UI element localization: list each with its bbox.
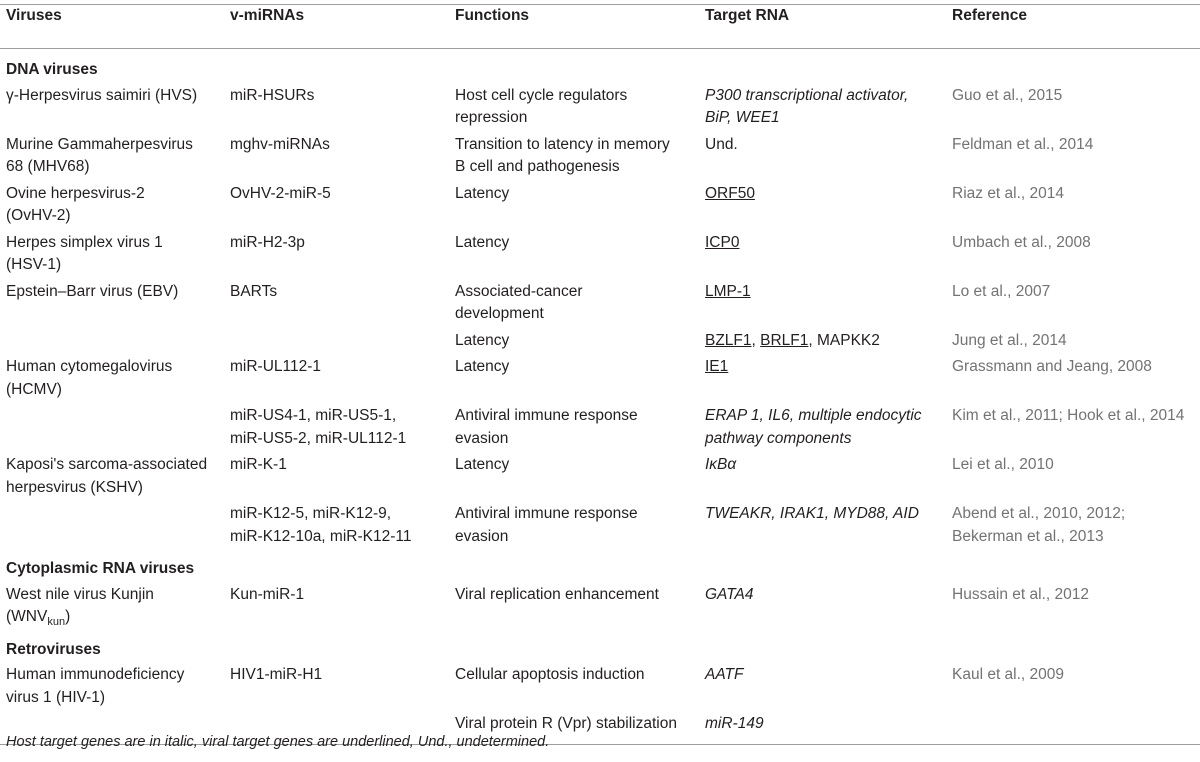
table-row: [0, 500, 1200, 549]
table-row: [0, 661, 1200, 710]
virus-cell: Ovine herpesvirus-2 (OvHV-2): [6, 184, 145, 224]
header-vmirnas: v-miRNAs: [230, 7, 305, 24]
function-cell: Latency: [455, 184, 510, 202]
header-functions: Functions: [455, 7, 530, 24]
section-title-cyto: Cytoplasmic RNA viruses: [6, 560, 195, 577]
section-row-cyto: [0, 549, 1200, 581]
header-reference: Reference: [952, 7, 1027, 24]
table-body: [0, 49, 1200, 745]
mirna-cell: BARTs: [230, 282, 278, 300]
header-target-rna: Target RNA: [705, 7, 790, 24]
table-row: [0, 278, 1200, 327]
mirna-cell: Kun-miR-1: [230, 585, 305, 603]
function-cell: Associated-cancer development: [455, 282, 583, 322]
header-row: [0, 5, 1200, 49]
mirna-cell: miR-K-1: [230, 456, 287, 473]
target-cell: TWEAKR, IRAK1, MYD88, AID: [705, 505, 919, 522]
virus-cell: [0, 500, 224, 549]
function-cell: Latency: [455, 331, 510, 349]
table-row: [0, 402, 1200, 451]
target-cell: AATF: [705, 666, 744, 683]
virus-cell: Herpes simplex virus 1 (HSV-1): [6, 233, 163, 273]
table-row: [0, 327, 1200, 354]
table-row: [0, 82, 1200, 131]
table-row: [0, 581, 1200, 630]
section-title-retro: Retroviruses: [6, 640, 101, 658]
virus-cell: Kaposi's sarcoma-associated herpesvirus (KSHV): [6, 456, 208, 496]
virus-cell: Epstein–Barr virus (EBV): [6, 282, 179, 300]
reference-cell: [946, 710, 1200, 744]
function-cell: Viral replication enhancement: [455, 585, 659, 603]
reference-cell: Feldman et al., 2014: [952, 135, 1094, 153]
section-title-dna: DNA viruses: [6, 61, 98, 78]
table-footnote: Host target genes are in italic, viral target genes are underlined, Und., undetermined.: [6, 734, 550, 750]
mirna-cell: miR-K12-5, miR-K12-9, miR-K12-10a, miR-K12-11: [230, 505, 412, 545]
table-row: [0, 353, 1200, 402]
reference-cell: Riaz et al., 2014: [952, 184, 1065, 202]
table-row: [0, 229, 1200, 278]
section-row-retro: [0, 630, 1200, 662]
mirna-cell: [224, 327, 449, 354]
reference-cell: Grassmann and Jeang, 2008: [952, 358, 1152, 375]
reference-cell: Abend et al., 2010, 2012; Bekerman et al., 2013: [952, 505, 1126, 545]
section-row-dna: [0, 49, 1200, 82]
virus-cell: [0, 327, 224, 354]
viral-mirna-table: [0, 4, 1200, 745]
reference-cell: Jung et al., 2014: [952, 331, 1067, 349]
target-cell: IE1: [705, 358, 729, 375]
mirna-cell: miR-UL112-1: [230, 358, 322, 375]
reference-cell: Hussain et al., 2012: [952, 585, 1090, 603]
table-row: [0, 180, 1200, 229]
virus-cell: [0, 402, 224, 451]
mirna-cell: mghv-miRNAs: [230, 135, 330, 153]
mirna-cell: HIV1-miR-H1: [230, 666, 323, 683]
virus-cell: Human cytomegalovirus (HCMV): [6, 358, 173, 398]
reference-cell: Lo et al., 2007: [952, 282, 1051, 300]
function-cell: Antiviral immune response evasion: [455, 505, 638, 545]
function-cell: Cellular apoptosis induction: [455, 666, 645, 683]
target-cell: P300 transcriptional activator, BiP, WEE1: [705, 86, 909, 126]
function-cell: Host cell cycle regulators repression: [455, 86, 628, 126]
virus-cell: West nile virus Kunjin $(WNV_{kun})$: [6, 585, 154, 629]
function-cell: Viral protein R (Vpr) stabilization: [455, 715, 677, 732]
table-row: [0, 451, 1200, 500]
target-cell: miR-149: [705, 715, 764, 732]
target-cell: Und.: [705, 135, 738, 153]
function-cell: Transition to latency in memory B cell and pathogenesis: [455, 135, 670, 175]
target-cell: IκBα: [705, 456, 737, 473]
virus-cell: Human immunodeficiency virus 1 (HIV-1): [6, 666, 185, 706]
mirna-cell: miR-HSURs: [230, 86, 315, 104]
target-cell: GATA4: [705, 585, 754, 603]
table-header: [0, 5, 1200, 49]
target-cell: LMP-1: [705, 282, 751, 300]
table-row: [0, 131, 1200, 180]
function-cell: Latency: [455, 456, 510, 473]
header-viruses: Viruses: [6, 7, 62, 24]
mirna-cell: miR-US4-1, miR-US5-1, miR-US5-2, miR-UL112-1: [230, 407, 407, 447]
reference-cell: Kaul et al., 2009: [952, 666, 1065, 683]
virus-cell: Murine Gammaherpesvirus 68 (MHV68): [6, 135, 193, 175]
function-cell: Latency: [455, 233, 510, 251]
target-cell: BZLF1, BRLF1, MAPKK2: [705, 331, 880, 349]
mirna-cell: miR-H2-3p: [230, 233, 305, 251]
target-cell: ERAP 1, IL6, multiple endocytic pathway components: [705, 407, 922, 447]
target-cell: ICP0: [705, 233, 740, 251]
reference-cell: Kim et al., 2011; Hook et al., 2014: [952, 407, 1185, 424]
target-cell: ORF50: [705, 184, 755, 202]
virus-cell: γ-Herpesvirus saimiri (HVS): [6, 86, 198, 104]
reference-cell: Lei et al., 2010: [952, 456, 1054, 473]
function-cell: Latency: [455, 358, 510, 375]
reference-cell: Umbach et al., 2008: [952, 233, 1091, 251]
reference-cell: Guo et al., 2015: [952, 86, 1063, 104]
function-cell: Antiviral immune response evasion: [455, 407, 638, 447]
mirna-cell: OvHV-2-miR-5: [230, 184, 331, 202]
